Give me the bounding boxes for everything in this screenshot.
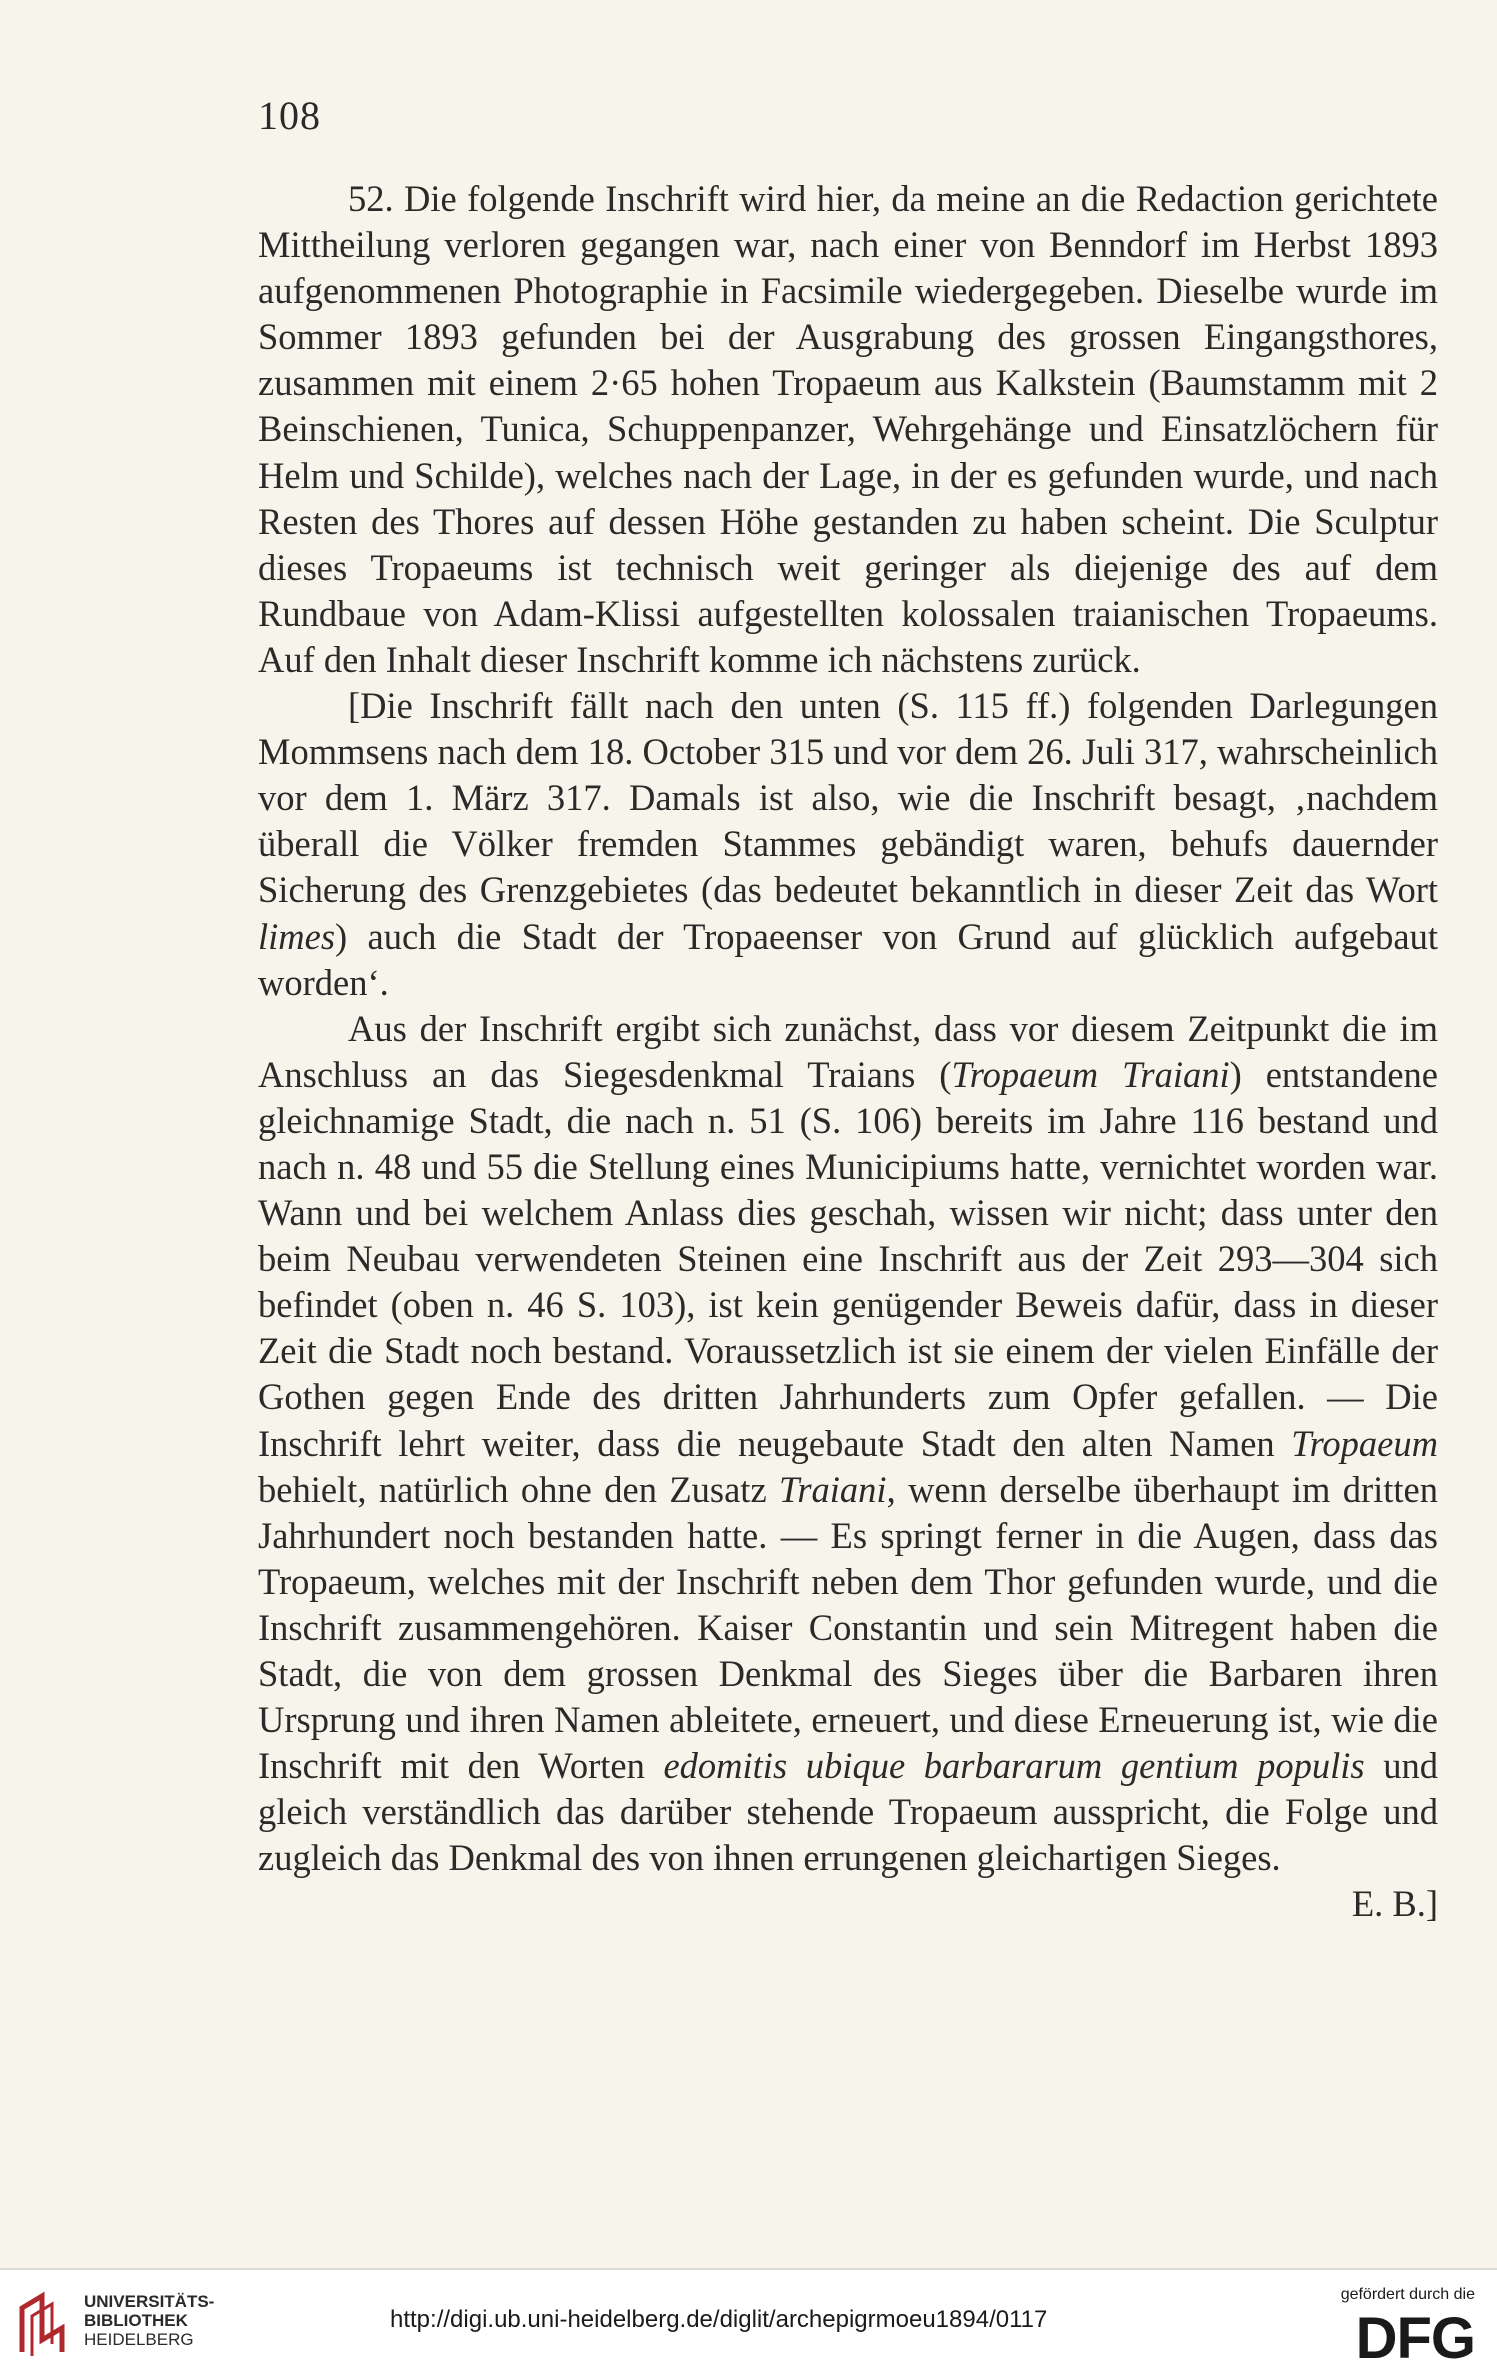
italic-run: Traiani (779, 1468, 887, 1510)
library-name-line: HEIDELBERG (84, 2330, 194, 2349)
text-run: Aus der Inschrift ergibt sich zunächst, dass vor diesem Zeitpunkt die im Anschluss an das Siegesdenkmal Traians ( (258, 1007, 1438, 1095)
italic-run: limes (258, 915, 336, 957)
paragraph-analysis (258, 1006, 1439, 1925)
text-run: [Die Inschrift fällt nach den unten (S. 115 ff.) folgenden Darlegungen Mommsens nach dem 18. October 315 und vor dem 26. Juli 317, wahrscheinlich vor dem 1. März 317. Damals ist also, wie die Inschrift besagt, ‚nachdem überall die Völker fremden Stammes gebändigt waren, behufs dauernder Sicherung des Grenzgebietes (das bedeutet bekanntlich in dieser Zeit das Wort (258, 685, 1438, 911)
digitization-footer (0, 2268, 1497, 2379)
library-name-line: BIBLIOTHEK (84, 2311, 188, 2330)
text-run: behielt, natürlich ohne den Zusatz (258, 1468, 780, 1510)
author-signature: E. B.] (1351, 1883, 1438, 1925)
italic-run: Tropaeum (1291, 1422, 1438, 1464)
text-run: 52. Die folgende Inschrift wird hier, da meine an die Redaction gerichtete Mittheilung verloren gegangen war, nach einer von Benndorf im Herbst 1893 aufgenommenen Photographie in Facsimile wiedergegeben. Dieselbe wurde im Sommer 1893 gefunden bei der Ausgrabung des grossen Eingangsthores, zusammen mit einem 2·65 hohen Tropaeum aus Kalkstein (Baumstamm mit 2 Beinschienen, Tunica, Schuppenpanzer, Wehrgehänge und Einsatzlöchern für Helm und Schilde), welches nach der Lage, in der es gefunden wurde, und nach Resten des Thores auf dessen Höhe gestanden zu haben scheint. Die Sculptur dieses Tropaeums ist technisch weit geringer als diejenige des auf dem Rundbaue von Adam-Klissi aufgestellten kolossalen traianischen Tropaeums. Auf den Inhalt dieser Inschrift komme ich nächstens zurück. (258, 178, 1438, 680)
text-run: ) entstandene gleichnamige Stadt, die nach n. 51 (S. 106) bereits im Jahre 116 bestand und nach n. 48 und 55 die Stellung eines Municipiums hatte, vernichtet worden war. Wann und bei welchem Anlass dies geschah, wissen wir nicht; dass unter den beim Neubau verwendeten Steinen eine Inschrift aus der Zeit 293—304 sich befindet (oben n. 46 S. 103), ist kein genügender Beweis dafür, dass in dieser Zeit die Stadt noch bestand. Voraussetzlich ist sie einem der vielen Einfälle der Gothen gegen Ende des dritten Jahrhunderts zum Opfer gefallen. — Die Inschrift lehrt weiter, dass die neugebaute Stadt den alten Namen (258, 1053, 1438, 1464)
library-name-line: UNIVERSITÄTS- (84, 2292, 215, 2311)
italic-run: edomitis ubique barbararum gentium populis (663, 1745, 1365, 1787)
funding-caption: gefördert durch die (1340, 2286, 1475, 2303)
ub-heidelberg-logo-icon (14, 2288, 74, 2360)
permalink-url[interactable]: http://digi.ub.uni-heidelberg.de/diglit/archepigrmoeu1894/0117 (390, 2306, 1048, 2333)
library-name (84, 2292, 214, 2349)
paragraph-52 (258, 176, 1438, 683)
dfg-logo: DFG (1355, 2306, 1475, 2371)
italic-run: Tropaeum Traiani (951, 1053, 1230, 1095)
paragraph-commentary (258, 683, 1438, 1006)
page-number: 108 (258, 93, 321, 138)
text-run: und gleich verständlich das darüber stehende Tropaeum ausspricht, die Folge und zugleich das Denkmal des von ihnen errungenen gleichartigen Sieges. (258, 1745, 1439, 1879)
text-run: , wenn derselbe überhaupt im dritten Jahrhundert noch bestanden hatte. — Es springt ferner in die Augen, dass das Tropaeum, welches mit der Inschrift neben dem Thor gefunden wurde, und die Inschrift zusammengehören. Kaiser Constantin und sein Mitregent haben die Stadt, die von dem grossen Denkmal des Sieges über die Barbaren ihren Ursprung und ihren Namen ableitete, erneuert, und diese Erneuerung ist, wie die Inschrift mit den Worten (258, 1468, 1439, 1787)
body-text (258, 176, 1438, 1928)
text-run: ) auch die Stadt der Tropaeenser von Grund auf glücklich aufgebaut worden‘. (258, 915, 1438, 1003)
